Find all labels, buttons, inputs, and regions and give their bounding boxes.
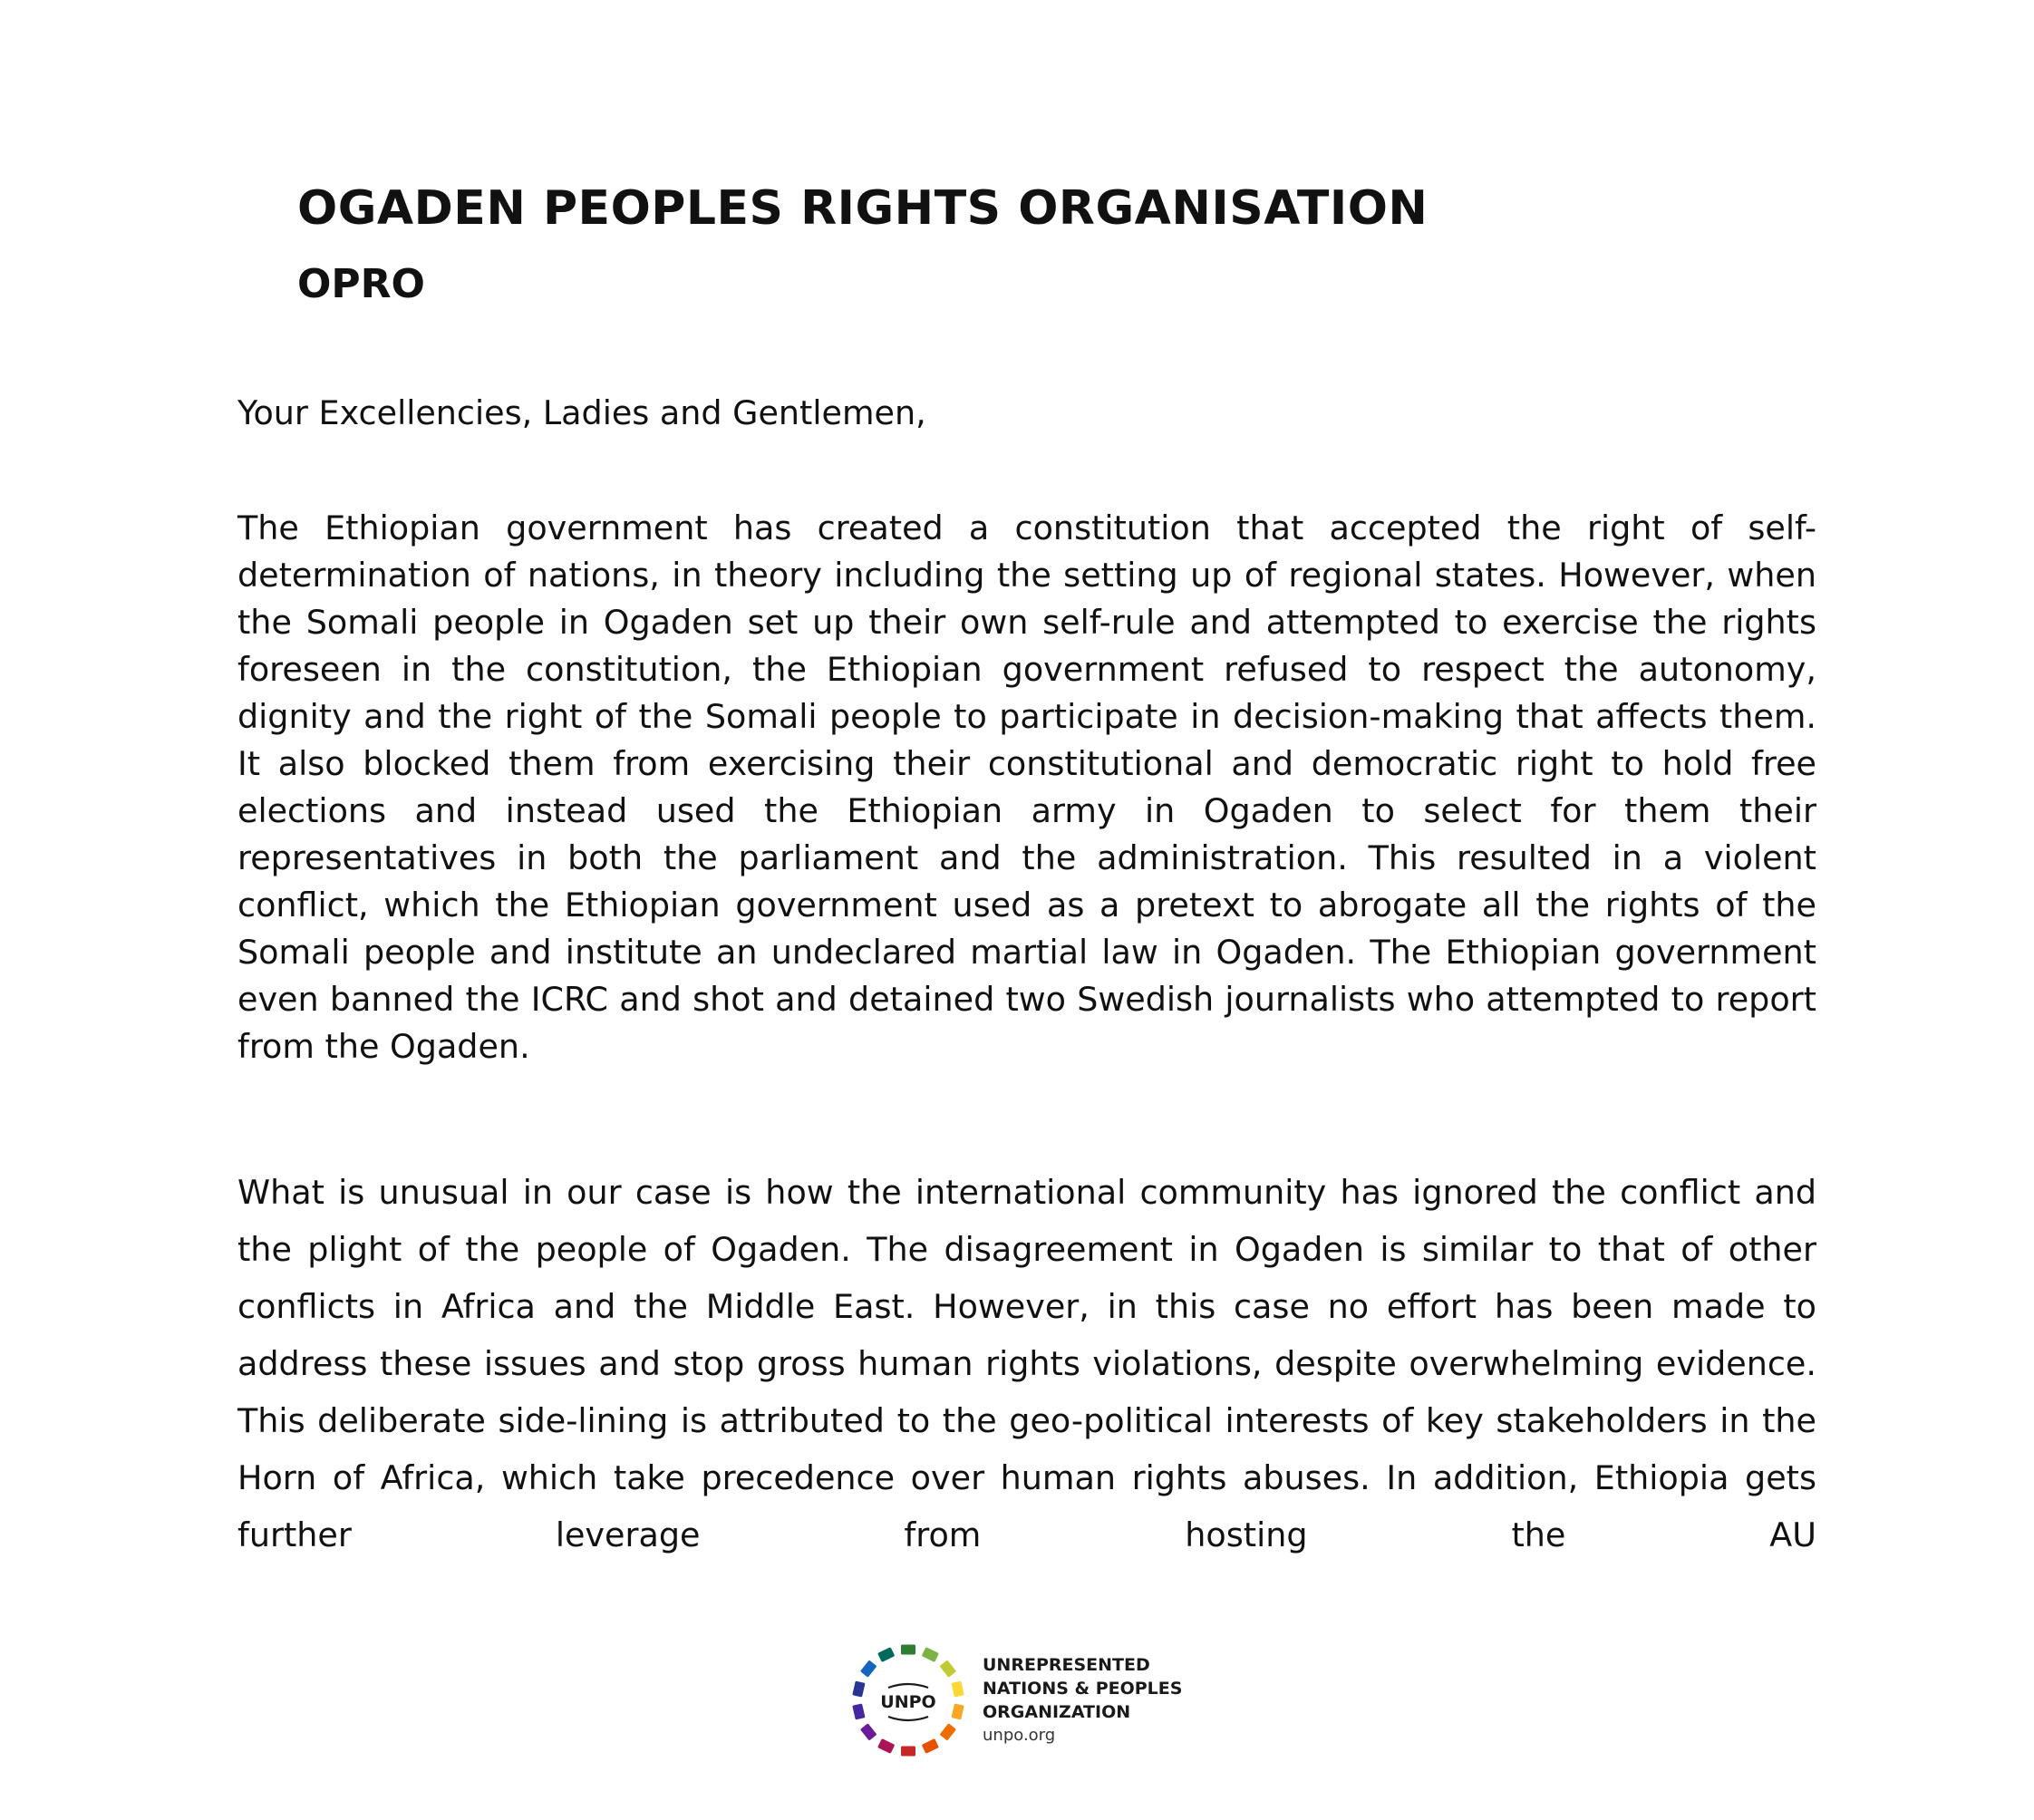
ring-segment [860, 1660, 877, 1677]
logo-url: unpo.org [983, 1726, 1056, 1745]
logo-line-2: NATIONS & PEOPLES [983, 1679, 1183, 1699]
paragraph-2: What is unusual in our case is how the international community has ignored the conflict and the plight of the people of Ogaden. The disagreement in Ogaden is similar to that of other conflicts in Africa and the Middle East. However, in this case no effort has been made to address these issues and stop gross human rights violations, despite overwhelming evidence. This deliberate side-lining is attributed to the geo-political interests of key stakeholders in the Horn of Africa, which take precedence over human rights abuses. In addition, Ethiopia gets further leverage from hosting the AU [237, 1173, 1816, 1554]
organisation-title: OGADEN PEOPLES RIGHTS ORGANISATION [297, 181, 1429, 236]
logo-line-3: ORGANIZATION [983, 1702, 1131, 1722]
ring-segment [877, 1738, 895, 1754]
paragraph-1: The Ethiopian government has created a constitution that accepted the right of self-determination of nations, in theory including the setting up of regional states. However, when the Somali people in Ogaden set up their own self-rule and attempted to exercise the rights foreseen in the constitution, the Ethiopian government refused to respect the autonomy, dignity and the right of the Somali people to participate in decision-making that affects them. It also blocked them from exercising their constitutional and democratic right to hold free elections and instead used the Ethiopian army in Ogaden to select for them their representatives in both the parliament and the administration. This resulted in a violent conflict, which the Ethiopian government used as a pretext to abrogate all the rights of the Somali people and institute an undeclared martial law in Ogaden. The Ethiopian government even banned the ICRC and shot and detained two Swedish journalists who attempted to report from the Ogaden. [237, 508, 1816, 1066]
logo-overline-arc [888, 1684, 928, 1688]
ring-segment [860, 1723, 877, 1740]
ring-segment [852, 1681, 865, 1698]
ring-segment [951, 1703, 964, 1719]
ring-segment [951, 1681, 964, 1698]
unpo-wordmark [983, 1653, 1182, 1747]
logo-line-1: UNREPRESENTED [983, 1655, 1150, 1675]
ring-segment [922, 1738, 939, 1754]
unpo-logo [848, 1641, 1211, 1767]
ring-segment [901, 1747, 915, 1757]
organisation-acronym: OPRO [297, 261, 425, 307]
ring-segment [939, 1660, 956, 1677]
ring-segment [922, 1647, 939, 1662]
greeting: Your Excellencies, Ladies and Gentlemen, [237, 393, 926, 432]
unpo-mark-text: UNPO [880, 1692, 936, 1712]
logo-underline-arc [888, 1717, 928, 1720]
ring-segment [852, 1703, 865, 1719]
unpo-ring-icon [848, 1641, 968, 1760]
ring-segment [939, 1723, 956, 1740]
ring-segment [901, 1645, 915, 1655]
ring-segment [877, 1647, 895, 1662]
